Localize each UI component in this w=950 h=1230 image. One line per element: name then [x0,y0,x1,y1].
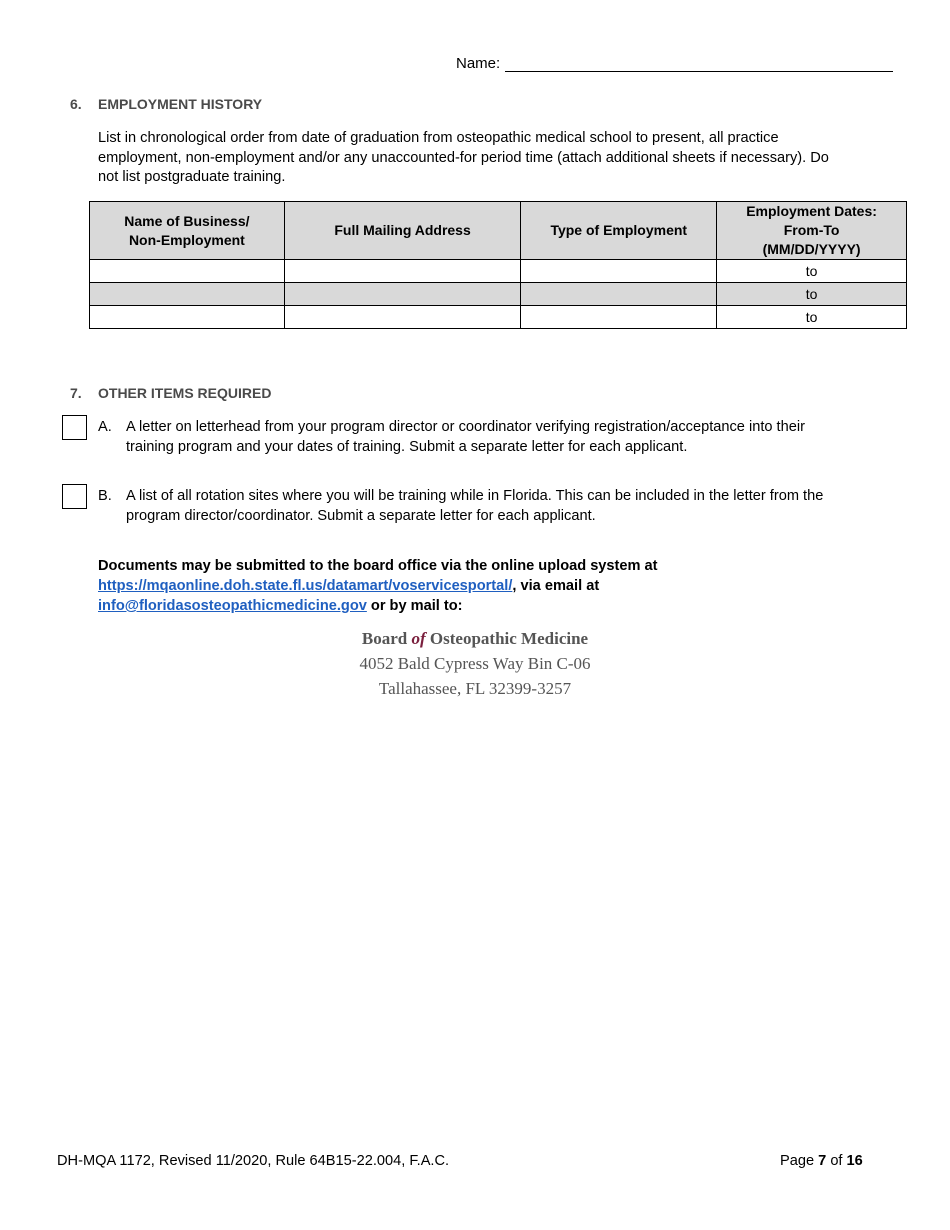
item-b-line: A list of all rotation sites where you will be training while in Florida. This can be included in the letter from the [126,488,824,504]
board-name-post: Osteopathic Medicine [425,629,589,648]
item-a-checkbox[interactable] [62,415,87,440]
email-link[interactable]: info@floridasosteopathicmedicine.gov [98,598,367,614]
employment-instructions [98,129,898,188]
name-label: Name: [456,55,501,72]
page-word: Page [780,1153,819,1169]
board-name-pre: Board [361,629,412,648]
header-dates-line3: (MM/DD/YYYY) [762,241,861,257]
address-cell[interactable] [284,260,521,283]
item-b-letter: B. [98,488,112,504]
instructions-line: employment, non-employment and/or any unaccounted-for period time (attach additional sheets if necessary). Do [98,149,829,166]
type-cell[interactable] [521,306,717,329]
item-a-letter: A. [98,419,112,435]
table-row [90,283,907,306]
by-mail-text: or by mail to: [366,598,463,614]
business-cell[interactable] [90,283,285,306]
page-of: of [826,1153,847,1169]
section-6-title: EMPLOYMENT HISTORY [98,96,263,112]
page-total: 16 [846,1153,863,1169]
header-dates-line1: Employment Dates: [746,203,877,219]
section-7-title: OTHER ITEMS REQUIRED [98,385,272,401]
business-cell[interactable] [90,306,285,329]
board-city: Tallahassee, FL 32399-3257 [378,679,572,698]
item-b-text [126,487,916,526]
portal-link[interactable]: https://mqaonline.doh.state.fl.us/datamart/voservicesportal/ [98,578,513,594]
header-dates [717,202,907,260]
type-cell[interactable] [521,260,717,283]
instructions-line: not list postgraduate training. [98,169,286,185]
page-number [780,1153,863,1169]
address-cell[interactable] [284,283,521,306]
type-cell[interactable] [521,283,717,306]
instructions-line: List in chronological order from date of graduation from osteopathic medical school to present, all practice [98,130,779,146]
dates-cell[interactable]: to [717,306,907,329]
table-row [90,260,907,283]
name-field-row [456,55,893,72]
submission-line-3 [98,596,898,616]
section-7-number: 7. [70,385,82,401]
item-b-checkbox[interactable] [62,484,87,509]
dates-cell[interactable]: to [717,283,907,306]
header-address: Full Mailing Address [284,202,521,260]
item-a-line: training program and your dates of training. Submit a separate letter for each applicant. [126,438,688,455]
header-business-line1: Name of Business/ [124,212,250,229]
form-identifier: DH-MQA 1172, Revised 11/2020, Rule 64B15-22.004, F.A.C. [57,1153,450,1169]
board-name-of: of [411,629,426,648]
submission-instructions [98,556,898,616]
via-email-text: , via email at [512,578,600,594]
submission-line-2 [98,576,898,596]
address-cell[interactable] [284,306,521,329]
item-b-line: program director/coordinator. Submit a separate letter for each applicant. [126,507,596,524]
header-dates-line2: From-To [783,222,840,238]
item-a-text [126,418,906,457]
page-current: 7 [818,1153,827,1169]
employment-history-table [89,201,907,329]
table-row [90,306,907,329]
board-street: 4052 Bald Cypress Way Bin C-06 [359,654,591,673]
table-header-row [90,202,907,260]
header-business-line2: Non-Employment [128,231,245,248]
board-name [0,629,950,649]
header-business [90,202,285,260]
name-input-line[interactable] [505,55,893,72]
section-6-number: 6. [70,96,82,112]
item-a-line: A letter on letterhead from your program director or coordinator verifying registration/acceptance into their [126,419,805,435]
business-cell[interactable] [90,260,285,283]
dates-cell[interactable]: to [717,260,907,283]
submission-line-1: Documents may be submitted to the board office via the online upload system at [98,558,658,574]
header-type: Type of Employment [521,202,717,260]
